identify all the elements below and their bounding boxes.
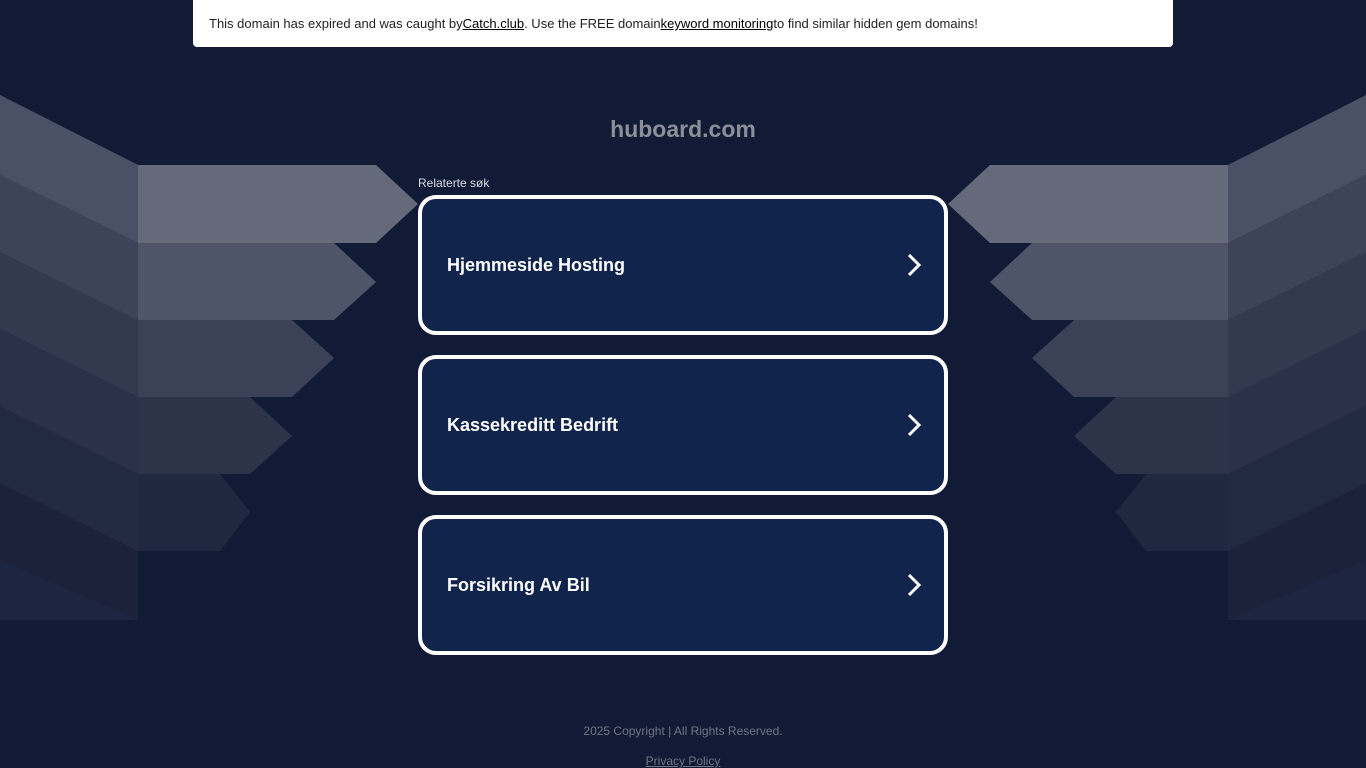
related-search-card-2[interactable]	[418, 355, 948, 495]
catch-club-link[interactable]: Catch.club	[462, 16, 525, 31]
keyword-monitoring-link[interactable]: keyword monitoring	[660, 16, 774, 31]
domain-title: huboard.com	[610, 116, 756, 142]
privacy-policy	[0, 754, 1366, 768]
chevron-right-icon	[904, 252, 924, 278]
expired-domain-banner	[193, 0, 1173, 47]
card-label: Forsikring Av Bil	[447, 574, 590, 595]
banner-text-after: to find similar hidden gem domains!	[773, 16, 978, 31]
related-searches-label: Relaterte søk	[418, 176, 490, 190]
banner-text-before: This domain has expired and was caught by	[209, 16, 463, 31]
privacy-policy-link[interactable]: Privacy Policy	[645, 754, 721, 768]
related-search-card-3[interactable]	[418, 515, 948, 655]
card-label: Hjemmeside Hosting	[447, 254, 626, 275]
chevron-right-icon	[904, 412, 924, 438]
banner-text-middle: . Use the FREE domain	[524, 16, 661, 31]
copyright-text: 2025 Copyright | All Rights Reserved.	[583, 724, 783, 738]
chevron-right-icon	[904, 572, 924, 598]
related-search-card-1[interactable]	[418, 195, 948, 335]
card-label: Kassekreditt Bedrift	[447, 414, 619, 435]
